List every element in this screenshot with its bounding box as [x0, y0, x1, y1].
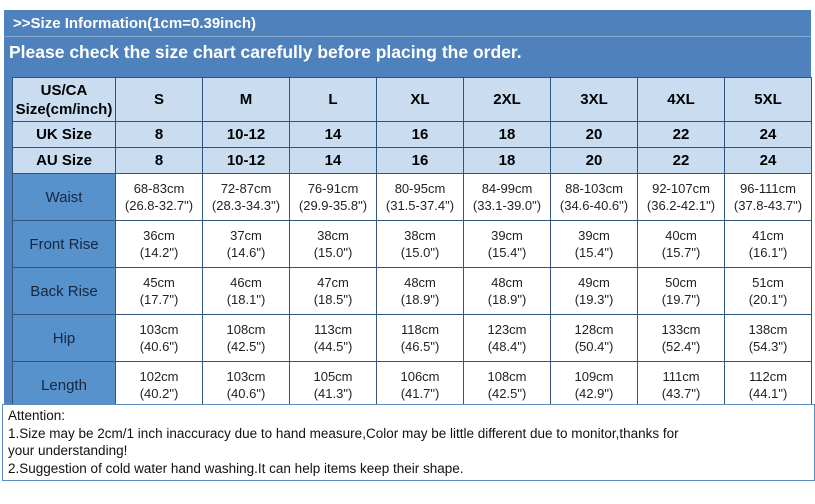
measure-cell — [551, 315, 638, 362]
measure-cell — [725, 174, 812, 221]
au-size-label: AU Size — [13, 148, 116, 174]
inch-value: (42.5") — [487, 386, 527, 401]
cm-value: 72-87cm — [220, 181, 272, 196]
measure-cell — [464, 174, 551, 221]
measure-cell — [203, 315, 290, 362]
cm-value: 48cm — [491, 275, 523, 290]
cm-value: 47cm — [317, 275, 349, 290]
measure-cell — [725, 221, 812, 268]
inch-value: (18.9") — [400, 292, 440, 307]
cm-value: 50cm — [665, 275, 697, 290]
inch-value: (15.0") — [313, 245, 353, 260]
corner-header-cell: US/CA Size(cm/inch) — [13, 78, 116, 122]
size-column-header: M — [203, 78, 290, 122]
measure-cell — [725, 315, 812, 362]
inch-value: (42.5") — [226, 339, 266, 354]
measure-cell — [377, 174, 464, 221]
inch-value: (15.4") — [487, 245, 527, 260]
size-column-header: 4XL — [638, 78, 725, 122]
inch-value: (50.4") — [574, 339, 614, 354]
cm-value: 118cm — [400, 322, 440, 337]
cm-value: 123cm — [487, 322, 527, 337]
cm-value: 38cm — [317, 228, 349, 243]
cm-value: 108cm — [226, 322, 266, 337]
inch-value: (40.6") — [226, 386, 266, 401]
uk-size-value: 16 — [377, 122, 464, 148]
cm-value: 92-107cm — [652, 181, 710, 196]
measure-row-waist — [13, 174, 812, 221]
inch-value: (19.7") — [661, 292, 701, 307]
uk-size-value: 24 — [725, 122, 812, 148]
measure-row-back-rise — [13, 268, 812, 315]
inch-value: (44.1") — [748, 386, 788, 401]
size-info-panel — [4, 10, 811, 404]
measure-cell — [116, 362, 203, 409]
measure-cell — [290, 362, 377, 409]
measure-cell — [464, 268, 551, 315]
size-column-header: 3XL — [551, 78, 638, 122]
size-column-header: 2XL — [464, 78, 551, 122]
inch-value: (42.9") — [574, 386, 614, 401]
cm-value: 105cm — [313, 369, 353, 384]
measure-cell — [551, 174, 638, 221]
cm-value: 80-95cm — [394, 181, 446, 196]
measure-cell — [638, 268, 725, 315]
measure-row-hip — [13, 315, 812, 362]
measure-row-label: Front Rise — [13, 221, 116, 268]
cm-value: 102cm — [139, 369, 179, 384]
measure-cell — [377, 362, 464, 409]
inch-value: (29.9-35.8") — [298, 198, 368, 213]
size-info-title: >>Size Information(1cm=0.39inch) — [4, 10, 811, 37]
inch-value: (26.8-32.7") — [124, 198, 194, 213]
au-size-value: 24 — [725, 148, 812, 174]
inch-value: (20.1") — [748, 292, 788, 307]
measure-cell — [203, 221, 290, 268]
uk-size-value: 10-12 — [203, 122, 290, 148]
measure-cell — [290, 315, 377, 362]
measure-row-front-rise — [13, 221, 812, 268]
inch-value: (36.2-42.1") — [646, 198, 716, 213]
inch-value: (31.5-37.4") — [385, 198, 455, 213]
cm-value: 46cm — [230, 275, 262, 290]
cm-value: 128cm — [574, 322, 614, 337]
measure-cell — [638, 174, 725, 221]
inch-value: (33.1-39.0") — [472, 198, 542, 213]
size-column-header: L — [290, 78, 377, 122]
cm-value: 39cm — [491, 228, 523, 243]
inch-value: (41.3") — [313, 386, 353, 401]
uk-size-value: 8 — [116, 122, 203, 148]
measure-cell — [203, 362, 290, 409]
measure-cell — [203, 268, 290, 315]
measure-cell — [551, 362, 638, 409]
cm-value: 40cm — [665, 228, 697, 243]
cm-value: 111cm — [662, 369, 700, 384]
cm-value: 112cm — [748, 369, 788, 384]
measure-cell — [464, 315, 551, 362]
cm-value: 88-103cm — [565, 181, 623, 196]
inch-value: (16.1") — [748, 245, 788, 260]
cm-value: 109cm — [574, 369, 614, 384]
size-header-row — [13, 78, 812, 122]
measure-cell — [377, 268, 464, 315]
inch-value: (48.4") — [487, 339, 527, 354]
measure-cell — [116, 268, 203, 315]
measure-cell — [290, 268, 377, 315]
inch-value: (41.7") — [400, 386, 440, 401]
cm-value: 84-99cm — [481, 181, 533, 196]
measure-cell — [290, 174, 377, 221]
attention-heading: Attention: — [8, 408, 66, 423]
inch-value: (44.5") — [313, 339, 353, 354]
measure-cell — [464, 362, 551, 409]
au-size-value: 20 — [551, 148, 638, 174]
measure-cell — [377, 221, 464, 268]
measure-cell — [638, 221, 725, 268]
inch-value: (18.9") — [487, 292, 527, 307]
cm-value: 41cm — [752, 228, 784, 243]
inch-value: (15.7") — [661, 245, 701, 260]
au-size-value: 16 — [377, 148, 464, 174]
measure-cell — [725, 362, 812, 409]
measure-row-label: Hip — [13, 315, 116, 362]
cm-value: 76-91cm — [307, 181, 359, 196]
measure-cell — [203, 174, 290, 221]
inch-value: (19.3") — [574, 292, 614, 307]
measure-row-label: Length — [13, 362, 116, 409]
measure-cell — [638, 362, 725, 409]
cm-value: 38cm — [404, 228, 436, 243]
attention-note — [2, 404, 815, 481]
attention-line-2: your understanding! — [8, 443, 128, 458]
inch-value: (34.6-40.6") — [559, 198, 629, 213]
inch-value: (37.8-43.7") — [733, 198, 803, 213]
cm-value: 96-111cm — [740, 181, 796, 196]
cm-value: 108cm — [487, 369, 527, 384]
measure-cell — [551, 268, 638, 315]
measure-row-label: Waist — [13, 174, 116, 221]
inch-value: (18.1") — [226, 292, 266, 307]
measure-cell — [464, 221, 551, 268]
inch-value: (46.5") — [400, 339, 440, 354]
inch-value: (54.3") — [748, 339, 788, 354]
cm-value: 45cm — [143, 275, 175, 290]
cm-value: 138cm — [748, 322, 788, 337]
uk-size-value: 22 — [638, 122, 725, 148]
au-size-value: 8 — [116, 148, 203, 174]
measure-cell — [116, 174, 203, 221]
inch-value: (52.4") — [661, 339, 701, 354]
measure-row-label: Back Rise — [13, 268, 116, 315]
size-column-header: 5XL — [725, 78, 812, 122]
uk-size-value: 14 — [290, 122, 377, 148]
measure-cell — [638, 315, 725, 362]
inch-value: (15.0") — [400, 245, 440, 260]
inch-value: (40.2") — [139, 386, 179, 401]
inch-value: (18.5") — [313, 292, 353, 307]
cm-value: 106cm — [400, 369, 440, 384]
cm-value: 133cm — [661, 322, 701, 337]
size-column-header: XL — [377, 78, 464, 122]
attention-line-3: 2.Suggestion of cold water hand washing.It can help items keep their shape. — [8, 460, 464, 476]
attention-line-1: 1.Size may be 2cm/1 inch inaccuracy due to hand measure,Color may be little different due to monitor,thanks for — [8, 425, 679, 441]
inch-value: (17.7") — [139, 292, 179, 307]
uk-size-label: UK Size — [13, 122, 116, 148]
inch-value: (15.4") — [574, 245, 614, 260]
cm-value: 113cm — [313, 322, 353, 337]
size-chart-table — [12, 77, 812, 409]
measure-row-length — [13, 362, 812, 409]
uk-size-row — [13, 122, 812, 148]
uk-size-value: 20 — [551, 122, 638, 148]
inch-value: (28.3-34.3") — [211, 198, 281, 213]
size-info-subtitle: Please check the size chart carefully before placing the order. — [9, 42, 522, 62]
au-size-value: 18 — [464, 148, 551, 174]
measure-cell — [725, 268, 812, 315]
measure-cell — [377, 315, 464, 362]
cm-value: 37cm — [230, 228, 262, 243]
inch-value: (40.6") — [139, 339, 179, 354]
size-column-header: S — [116, 78, 203, 122]
measure-cell — [116, 315, 203, 362]
cm-value: 49cm — [578, 275, 610, 290]
au-size-value: 14 — [290, 148, 377, 174]
measure-cell — [116, 221, 203, 268]
measure-cell — [551, 221, 638, 268]
cm-value: 39cm — [578, 228, 610, 243]
cm-value: 103cm — [226, 369, 266, 384]
au-size-value: 22 — [638, 148, 725, 174]
cm-value: 48cm — [404, 275, 436, 290]
cm-value: 68-83cm — [133, 181, 185, 196]
cm-value: 36cm — [143, 228, 175, 243]
au-size-value: 10-12 — [203, 148, 290, 174]
inch-value: (43.7") — [661, 386, 701, 401]
inch-value: (14.2") — [139, 245, 179, 260]
measure-cell — [290, 221, 377, 268]
cm-value: 103cm — [139, 322, 179, 337]
au-size-row — [13, 148, 812, 174]
cm-value: 51cm — [752, 275, 784, 290]
uk-size-value: 18 — [464, 122, 551, 148]
inch-value: (14.6") — [226, 245, 266, 260]
